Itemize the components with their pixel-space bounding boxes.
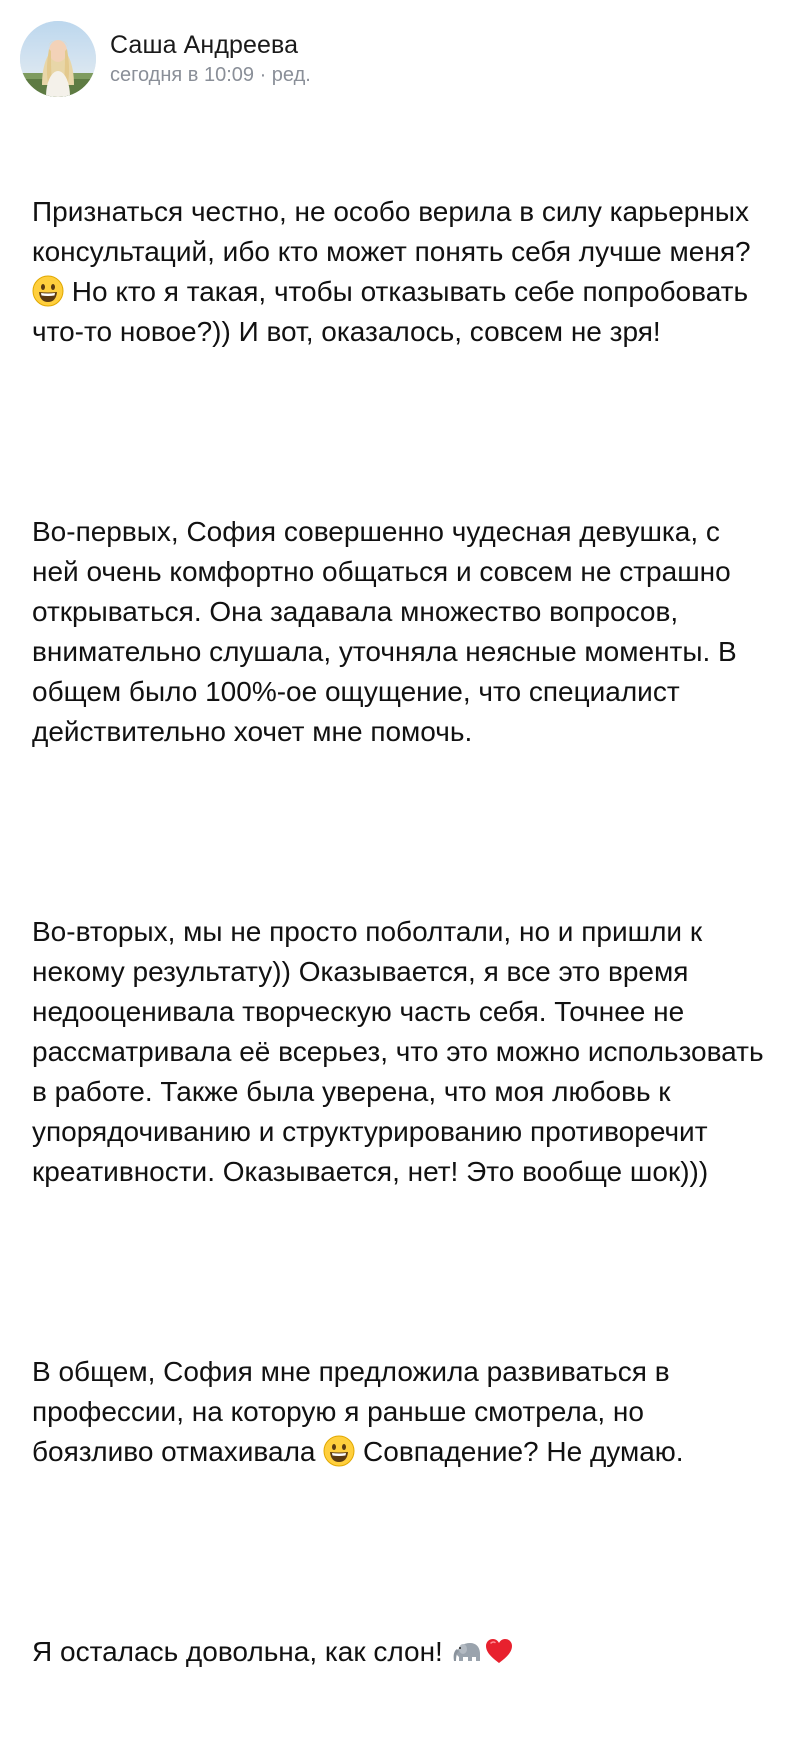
edited-label: ред.	[271, 64, 311, 86]
paragraph-5	[32, 1632, 772, 1672]
grinning-face-emoji	[32, 275, 64, 307]
grinning-face-emoji	[323, 1435, 355, 1467]
post-meta	[110, 29, 311, 89]
elephant-emoji	[451, 1635, 483, 1667]
paragraph-4	[32, 1352, 772, 1472]
meta-separator: ·	[259, 64, 267, 86]
paragraph-1	[32, 192, 772, 352]
paragraph-2: Во-первых, София совершенно чудесная девушка, с ней очень комфортно общаться и совсем не страшно открываться. Она задавала множество вопросов, внимательно слушала, уточняла неясные моменты. В общем было 100%-ое ощущение, что специалист действительно хочет мне помочь.	[32, 516, 745, 747]
paragraph-1-text-b: Но кто я такая, чтобы отказывать себе попробовать что-то новое?)) И вот, оказалось, совсем не зря!	[32, 276, 756, 347]
post-timestamp[interactable]: сегодня в 10:09	[110, 64, 254, 86]
author-name[interactable]: Саша Андреева	[110, 31, 299, 59]
paragraph-4-text-b: Совпадение? Не думаю.	[355, 1436, 684, 1467]
post-header	[20, 20, 311, 98]
avatar-photo	[20, 21, 96, 97]
paragraph-3: Во-вторых, мы не просто поболтали, но и пришли к некому результату)) Оказывается, я все это время недооценивала творческую часть себя. Точнее не рассматривала её всерьез, что это можно использовать в работе. Также была уверена, что моя любовь к упорядочиванию и структурированию противоречит креативности. Оказывается, нет! Это вообще шок)))	[32, 916, 772, 1187]
paragraph-1-text-a: Признаться честно, не особо верила в силу карьерных консультаций, ибо кто может понять себя лучше меня?	[32, 196, 759, 267]
post-text	[32, 112, 772, 1752]
paragraph-5-text: Я осталась довольна, как слон!	[32, 1636, 451, 1667]
paragraph-4-text-a: В общем, София мне предложила развиваться в профессии, на которую я раньше смотрела, но боязливо отмахивала	[32, 1356, 678, 1467]
red-heart-emoji	[483, 1635, 515, 1667]
avatar[interactable]	[20, 21, 96, 97]
post-time-row	[110, 61, 311, 89]
